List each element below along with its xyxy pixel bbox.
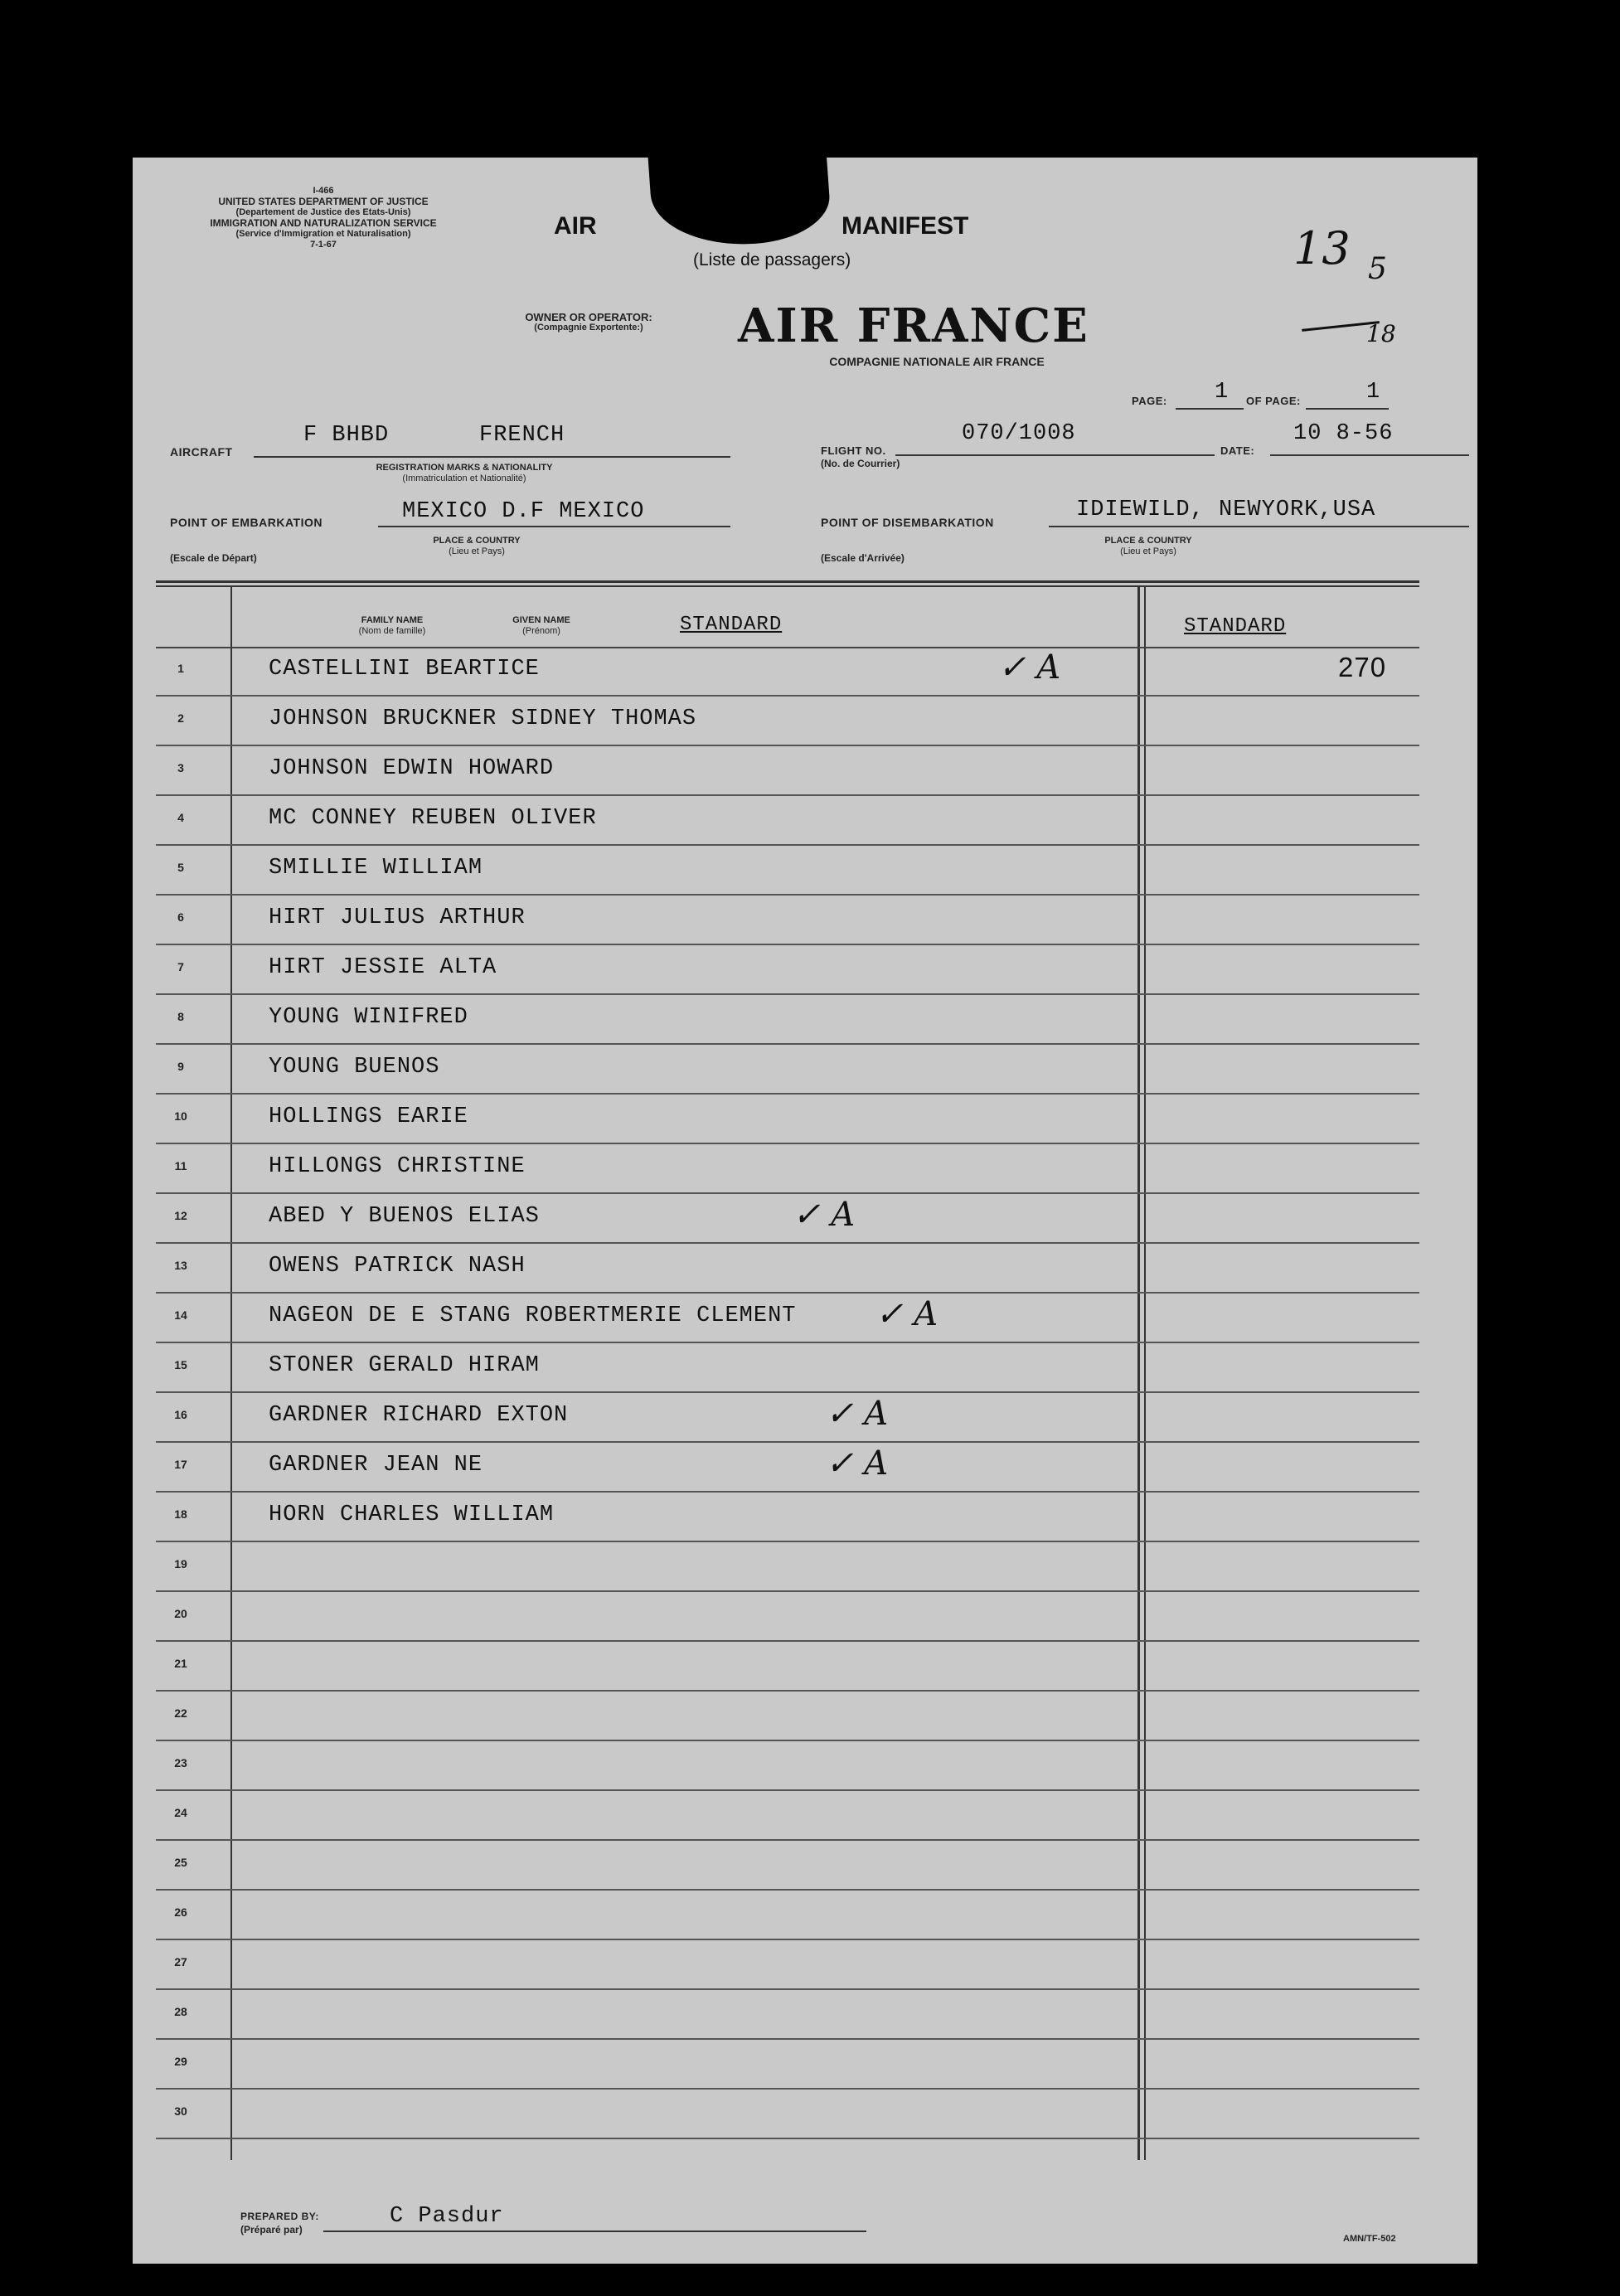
row-number: 24 [174,1806,187,1819]
row-number: 22 [174,1706,187,1720]
date-label: DATE: [1220,444,1255,457]
embarkation-place-label-fr: (Lieu et Pays) [449,546,505,556]
embarkation-caption [373,536,580,557]
disembarkation-place-label: PLACE & COUNTRY [1104,536,1192,546]
row-number: 11 [174,1159,187,1172]
owner-label-fr: (Compagnie Exportente:) [534,323,643,333]
passenger-name: GARDNER JEAN NE [269,1453,483,1478]
row-number: 8 [177,1010,184,1023]
passenger-row [156,1095,1419,1144]
flight-no-underline [895,454,1215,456]
service-name: IMMIGRATION AND NATURALIZATION SERVICE [210,217,437,229]
embarkation-label-fr: (Escale de Départ) [170,552,257,564]
passenger-name: ABED Y BUENOS ELIAS [269,1204,540,1229]
passenger-row [156,1791,1419,1841]
given-name-label: GIVEN NAME [512,615,570,625]
row-number: 5 [177,861,184,874]
form-date: 7-1-67 [310,240,337,250]
table-top-rule [156,580,1419,583]
flight-number: 070/1008 [962,421,1076,446]
corner-note-bottom: 18 [1366,320,1396,347]
row-number: 25 [174,1856,187,1869]
registration-caption [298,463,630,484]
flight-no-label-fr: (No. de Courrier) [821,458,900,469]
row-number: 12 [174,1209,187,1222]
passenger-row [156,1741,1419,1791]
form-number: I-466 [313,186,334,196]
row-number: 17 [174,1458,187,1471]
airline-name: AIR FRANCE [738,299,1089,353]
row-number: 18 [174,1507,187,1521]
disembarkation-place-label-fr: (Lieu et Pays) [1120,546,1176,556]
row-number: 4 [177,811,184,824]
row-number: 19 [174,1557,187,1570]
passenger-row [156,1045,1419,1095]
passenger-row [156,2040,1419,2090]
passenger-name: CASTELLINI BEARTICE [269,657,540,682]
passenger-row [156,796,1419,846]
row-number: 14 [174,1308,187,1322]
row-number: 9 [177,1060,184,1073]
prepared-by-label-fr: (Préparé par) [240,2224,303,2235]
passenger-row [156,1244,1419,1294]
embarkation-label: POINT OF EMBARKATION [170,516,323,529]
aircraft-registration: F BHBD [303,423,390,448]
passenger-row [156,1841,1419,1891]
prepared-by-underline [323,2230,866,2232]
family-name-label: FAMILY NAME [361,615,424,625]
passenger-row [156,1642,1419,1692]
passenger-row [156,746,1419,796]
title-air: AIR [554,212,597,240]
passenger-row [156,1294,1419,1343]
disembarkation-label: POINT OF DISEMBARKATION [821,516,994,529]
disembarkation-label-fr: (Escale d'Arrivée) [821,552,905,564]
passenger-name: SMILLIE WILLIAM [269,856,483,881]
owner-label-block [489,312,688,333]
passenger-name: HOLLINGS EARIE [269,1104,468,1129]
aircraft-label: AIRCRAFT [170,445,233,459]
registration-label: REGISTRATION MARKS & NATIONALITY [376,463,553,473]
passenger-table [156,580,1419,2160]
checkmark-annotation: ✓ A [793,1196,856,1234]
given-name-label-fr: (Prénom) [522,626,560,636]
passenger-row [156,1692,1419,1741]
row-number: 1 [177,662,184,675]
passenger-row [156,647,1419,697]
row-number: 30 [174,2104,187,2118]
airline-subtitle: COMPAGNIE NATIONALE AIR FRANCE [829,355,1045,368]
passenger-row [156,1940,1419,1990]
row-number: 20 [174,1607,187,1620]
embarkation-place: MEXICO D.F MEXICO [402,499,645,524]
of-page-underline [1306,408,1389,410]
disembarkation-underline [1049,526,1469,527]
checkmark-annotation: ✓ A [826,1444,889,1483]
row-number: 21 [174,1657,187,1670]
row-number: 29 [174,2055,187,2068]
page-value: 1 [1215,380,1230,405]
corner-note-sub: 5 [1368,252,1387,286]
title-manifest: MANIFEST [842,212,969,240]
passenger-row [156,1393,1419,1443]
service-name-fr: (Service d'Immigration et Naturalisation) [235,229,411,239]
table-top-rule-inner [156,585,1419,587]
row-number: 13 [174,1259,187,1272]
passenger-row [156,1343,1419,1393]
row-number: 6 [177,910,184,924]
row-number: 3 [177,761,184,774]
checkmark-annotation: ✓ A [826,1395,889,1433]
passenger-row [156,1443,1419,1493]
corner-note-top: 13 [1293,222,1351,274]
passenger-name: YOUNG WINIFRED [269,1005,468,1030]
of-page-label: OF PAGE: [1246,395,1301,407]
passenger-name: GARDNER RICHARD EXTON [269,1403,569,1428]
row-number: 26 [174,1905,187,1919]
column-stamp-left: STANDARD [680,614,783,636]
passenger-row [156,697,1419,746]
passenger-name: MC CONNEY REUBEN OLIVER [269,806,597,831]
passenger-row [156,1592,1419,1642]
row-number: 23 [174,1756,187,1769]
flight-date: 10 8-56 [1293,421,1394,446]
flight-no-label: FLIGHT NO. [821,444,886,457]
passenger-row [156,1891,1419,1940]
passenger-row [156,945,1419,995]
passenger-row [156,1493,1419,1542]
passenger-name: NAGEON DE E STANG ROBERTMERIE CLEMENT [269,1303,797,1328]
passenger-row [156,896,1419,945]
passenger-row [156,2090,1419,2139]
checkmark-annotation: ✓ A [998,648,1061,687]
passenger-name: HILLONGS CHRISTINE [269,1154,526,1179]
row-number: 28 [174,2005,187,2018]
aircraft-underline [254,456,730,458]
row-number: 27 [174,1955,187,1968]
embarkation-underline [378,526,730,527]
page-underline [1176,408,1244,410]
department-block [158,186,489,250]
department-name-fr: (Departement de Justice des Etats-Unis) [235,207,411,217]
department-name: UNITED STATES DEPARTMENT OF JUSTICE [218,196,429,207]
manifest-page [133,158,1477,2264]
passenger-row [156,1990,1419,2040]
prepared-by-name: C Pasdur [390,2204,504,2229]
checkmark-annotation: ✓ A [875,1295,939,1333]
row-divider [156,2138,1419,2139]
family-name-header [330,615,454,637]
passenger-name: STONER GERALD HIRAM [269,1353,540,1378]
embarkation-place-label: PLACE & COUNTRY [433,536,521,546]
disembarkation-place: IDIEWILD, NEWYORK,USA [1076,498,1376,522]
disembarkation-caption [1045,536,1252,557]
column-stamp-right: STANDARD [1184,615,1287,638]
row-number: 10 [174,1109,187,1123]
owner-label: OWNER OR OPERATOR: [525,311,652,323]
of-page-value: 1 [1366,380,1381,405]
passenger-name: JOHNSON EDWIN HOWARD [269,756,555,781]
passenger-name: YOUNG BUENOS [269,1055,440,1080]
row-number: 2 [177,711,184,725]
passenger-name: OWENS PATRICK NASH [269,1254,526,1279]
given-name-header [496,615,587,637]
passenger-name: JOHNSON BRUCKNER SIDNEY THOMAS [269,706,697,731]
passenger-name: HORN CHARLES WILLIAM [269,1502,555,1527]
passenger-row [156,1194,1419,1244]
family-name-label-fr: (Nom de famille) [358,626,426,636]
title-subtitle: (Liste de passagers) [693,250,851,269]
form-code: AMN/TF-502 [1343,2234,1396,2244]
row-number: 15 [174,1358,187,1371]
passenger-row [156,995,1419,1045]
row-number: 16 [174,1408,187,1421]
page-label: PAGE: [1132,395,1167,407]
registration-label-fr: (Immatriculation et Nationalité) [402,473,526,483]
aircraft-nationality: FRENCH [479,423,565,448]
passenger-name: HIRT JESSIE ALTA [269,955,497,980]
date-underline [1270,454,1469,456]
right-column-value: 270 [1338,652,1387,682]
passenger-row [156,846,1419,896]
passenger-row [156,1542,1419,1592]
row-number: 7 [177,960,184,973]
passenger-row [156,1144,1419,1194]
passenger-name: HIRT JULIUS ARTHUR [269,905,526,930]
prepared-by-label: PREPARED BY: [240,2211,319,2222]
